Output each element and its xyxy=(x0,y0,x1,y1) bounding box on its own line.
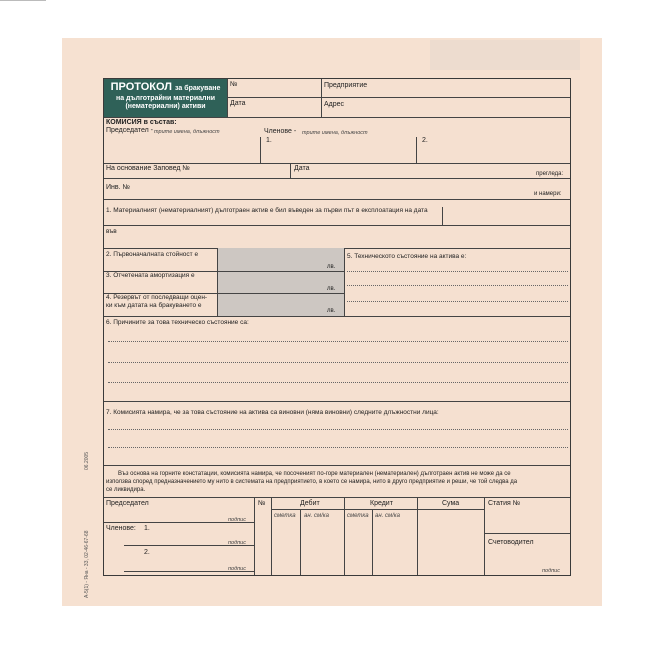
sign-hint: подпис xyxy=(228,566,246,572)
currency-label: лв. xyxy=(327,308,336,314)
enterprise-label: Предприятие xyxy=(324,82,368,89)
sign-member-2: 2. xyxy=(144,549,150,556)
sign-chairman-label: Председател xyxy=(106,500,149,507)
question-1-continue: във xyxy=(106,228,117,235)
credit-analytic-header: ан. см/ка xyxy=(375,513,400,519)
sign-member-1: 1. xyxy=(144,525,150,532)
debit-analytic-header: ан. см/ка xyxy=(304,513,329,519)
accountant-sign-hint: подпис xyxy=(542,568,560,574)
order-label: На основание Заповед № xyxy=(106,165,190,172)
question-4-label-2: ки към датата на бракуването е xyxy=(106,302,202,309)
conclusion-line-1: Въз основа на горните констатации, комисията намира, че посоченият по-горе материален (нематериален) дълготраен актив не може да се xyxy=(118,471,511,477)
question-3-label: 3. Отчетената амортизация е xyxy=(106,272,195,279)
corner-mark xyxy=(0,0,46,5)
credit-account-header: сметка xyxy=(347,513,369,519)
chairman-label: Председател - xyxy=(106,127,153,134)
form-title: ПРОТОКОЛ xyxy=(110,81,172,93)
form-year: 06.2005 xyxy=(84,451,90,470)
currency-label: лв. xyxy=(327,264,336,270)
question-6-label: 6. Причините за това техническо състояние са: xyxy=(106,319,249,326)
sign-hint: подпис xyxy=(228,540,246,546)
question-4-label-1: 4. Резервът от последващи оцен- xyxy=(106,294,208,301)
table-credit-header: Кредит xyxy=(370,500,393,507)
question-1-label: 1. Материалният (нематериалният) дълготраен актив е бил въведен за първи път в експлоатация на дата xyxy=(106,207,428,214)
members-label: Членове - xyxy=(264,128,297,135)
protocol-form xyxy=(103,78,571,576)
form-subtitle: (нематериални) активи xyxy=(125,103,206,110)
question-7-label: 7. Комисията намира, че за това състояние на актива са виновни (няма виновни) следните длъжностни лица: xyxy=(106,409,439,416)
question-5-label: 5. Техническото състояние на актива е: xyxy=(347,253,467,260)
table-sum-header: Сума xyxy=(442,500,460,507)
commission-label: КОМИСИЯ в състав: xyxy=(106,119,177,126)
member-2-number: 2. xyxy=(422,137,428,144)
form-subtitle: на дълготрайни материални xyxy=(115,95,216,102)
inventory-label: Инв. № xyxy=(106,184,131,191)
reviewed-label: прегледа: xyxy=(536,171,564,177)
currency-label: лв. xyxy=(327,286,336,292)
date-label: Дата xyxy=(230,100,246,107)
sign-members-label: Членове: xyxy=(106,525,136,532)
value-fields-shaded xyxy=(217,248,344,316)
question-2-label: 2. Първоначалната стойност е xyxy=(106,251,199,258)
form-title-rest: за бракуване xyxy=(175,85,221,92)
bleed-through-shadow xyxy=(430,40,580,70)
conclusion-line-3: се ликвидира. xyxy=(106,487,146,493)
found-label: и намери: xyxy=(534,191,562,197)
accountant-label: Счетоводител xyxy=(488,539,534,546)
order-date-label: Дата xyxy=(294,165,310,172)
number-label: № xyxy=(230,81,238,88)
address-label: Адрес xyxy=(324,101,345,108)
table-debit-header: Дебит xyxy=(300,500,320,507)
form-title-block xyxy=(104,79,227,117)
sign-hint: подпис xyxy=(228,517,246,523)
member-1-number: 1. xyxy=(266,137,272,144)
debit-account-header: сметка xyxy=(274,513,296,519)
chairman-hint: трите имена, длъжност xyxy=(154,129,220,135)
article-label: Статия № xyxy=(488,500,521,507)
table-number-header: № xyxy=(258,500,266,507)
members-hint: трите имена, длъжност xyxy=(302,130,368,136)
conclusion-line-2: използва според предназначението му нито в системата на предприятието, в което се намира, нито в друго предприятие и реши, че той следва да xyxy=(106,479,518,485)
form-code: А-5(1) - Яна - 33, 02-46-67-68 xyxy=(84,530,90,598)
